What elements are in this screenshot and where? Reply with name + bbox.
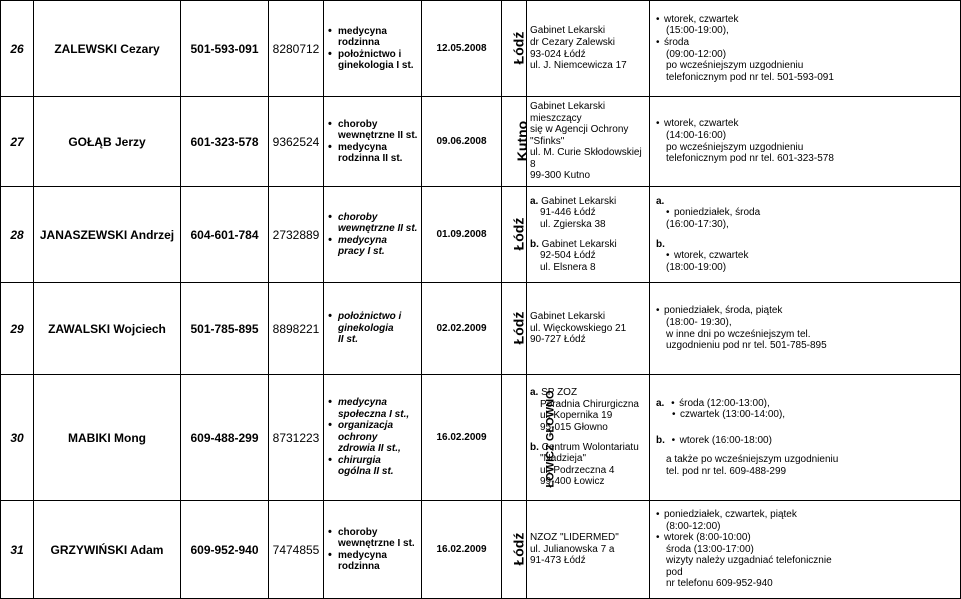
- spec-item: • choroby: [328, 212, 421, 224]
- city: Łódź: [502, 187, 527, 283]
- date: 01.09.2008: [422, 187, 502, 283]
- hours: • wtorek, czwartek (14:00-16:00) po wcześniejszym uzgodnieniu telefonicznym pod nr tel. 601-323-578: [650, 97, 961, 187]
- row-number: 31: [1, 501, 34, 599]
- specialization: [324, 1, 422, 97]
- date: 16.02.2009: [422, 501, 502, 599]
- spec-item: • medycyna: [328, 235, 421, 247]
- doctor-name: JANASZEWSKI Andrzej: [34, 187, 181, 283]
- city: Łódź: [502, 501, 527, 599]
- phone: 501-785-895: [181, 283, 269, 375]
- hours: a. • środa (12:00-13:00), • czwartek (13:00-14:00), b. • wtorek (16:00-18:00) a także po wcześniejszym uzgodnieniu tel. pod nr tel. 609-488-299: [650, 375, 961, 501]
- spec-item: • choroby: [328, 119, 421, 131]
- specialization: • medycyna społeczna I st., • organizacja ochrony zdrowia II st., • chirurgia ogólna II st.: [324, 375, 422, 501]
- address: Gabinet Lekarski mieszczący się w Agencji Ochrony "Sfinks" ul. M. Curie Skłodowskiej 8 99-300 Kutno: [527, 97, 650, 187]
- phone: 609-952-940: [181, 501, 269, 599]
- city: ŁOWICZ GŁOWNO: [502, 375, 527, 501]
- spec-item: • położnictwo i ginekologia I st.: [328, 49, 421, 72]
- license-number: 8280712: [269, 1, 324, 97]
- table-row: [1, 1, 961, 97]
- spec-item: • medycyna: [328, 397, 421, 409]
- table-row: [1, 501, 961, 599]
- license-number: 8898221: [269, 283, 324, 375]
- phone: 604-601-784: [181, 187, 269, 283]
- specialization: • choroby wewnętrzne II st. • medycyna pracy I st.: [324, 187, 422, 283]
- table-row: [1, 187, 961, 283]
- license-number: 7474855: [269, 501, 324, 599]
- city: Łódź: [502, 1, 527, 97]
- row-number: 26: [1, 1, 34, 97]
- doctor-name: ZALEWSKI Cezary: [34, 1, 181, 97]
- hours: • poniedziałek, czwartek, piątek (8:00-12:00) • wtorek (8:00-10:00) środa (13:00-17:00) wizyty należy uzgadniać telefonicznie pod nr telefonu 609-952-940: [650, 501, 961, 599]
- address: a. Gabinet Lekarski 91-446 Łódź ul. Zgierska 38 b. Gabinet Lekarski 92-504 Łódź ul. Elsnera 8: [527, 187, 650, 283]
- license-number: 2732889: [269, 187, 324, 283]
- specialization: • choroby wewnętrzne I st. • medycyna rodzinna: [324, 501, 422, 599]
- table-row: [1, 375, 961, 501]
- city: Łódź: [502, 283, 527, 375]
- license-number: 8731223: [269, 375, 324, 501]
- city: Kutno: [502, 97, 527, 187]
- specialization: • położnictwo i ginekologia II st.: [324, 283, 422, 375]
- hours: • poniedziałek, środa, piątek (18:00- 19:30), w inne dni po wcześniejszym tel. uzgodnieniu pod nr tel. 501-785-895: [650, 283, 961, 375]
- spec-item: • organizacja: [328, 420, 421, 432]
- address: a. SP ZOZ Poradnia Chirurgiczna ul. Kopernika 19 95-015 Głowno b. Centrum Wolontariatu "Nadzieja" ul. Podrzeczna 4 99-400 Łowicz: [527, 375, 650, 501]
- spec-item: • medycyna: [328, 550, 421, 562]
- phone: 601-323-578: [181, 97, 269, 187]
- hours: a. • poniedziałek, środa (16:00-17:30), b. • wtorek, czwartek (18:00-19:00): [650, 187, 961, 283]
- date: 02.02.2009: [422, 283, 502, 375]
- doctor-name: MABIKI Mong: [34, 375, 181, 501]
- address: NZOZ "LIDERMED" ul. Julianowska 7 a 91-473 Łódź: [527, 501, 650, 599]
- table-row: [1, 97, 961, 187]
- phone: 501-593-091: [181, 1, 269, 97]
- spec-item: • medycyna rodzinna: [328, 26, 421, 49]
- row-number: 28: [1, 187, 34, 283]
- hours: • wtorek, czwartek (15:00-19:00), • środa (09:00-12:00) po wcześniejszym uzgodnieniu telefonicznym pod nr tel. 501-593-091: [650, 1, 961, 97]
- row-number: 27: [1, 97, 34, 187]
- spec-item: • chirurgia: [328, 455, 421, 467]
- doctor-name: GRZYWIŃSKI Adam: [34, 501, 181, 599]
- doctor-name: GOŁĄB Jerzy: [34, 97, 181, 187]
- date: 09.06.2008: [422, 97, 502, 187]
- spec-item: • położnictwo i: [328, 311, 421, 323]
- row-number: 30: [1, 375, 34, 501]
- doctor-name: ZAWALSKI Wojciech: [34, 283, 181, 375]
- spec-item: • medycyna: [328, 142, 421, 154]
- address: Gabinet Lekarski ul. Więckowskiego 21 90-727 Łódź: [527, 283, 650, 375]
- phone: 609-488-299: [181, 375, 269, 501]
- specialization: • choroby wewnętrzne II st. • medycyna rodzinna II st.: [324, 97, 422, 187]
- address: Gabinet Lekarski dr Cezary Zalewski 93-024 Łódź ul. J. Niemcewicza 17: [527, 1, 650, 97]
- table-row: [1, 283, 961, 375]
- spec-item: • choroby: [328, 527, 421, 539]
- date: 12.05.2008: [422, 1, 502, 97]
- license-number: 9362524: [269, 97, 324, 187]
- date: 16.02.2009: [422, 375, 502, 501]
- row-number: 29: [1, 283, 34, 375]
